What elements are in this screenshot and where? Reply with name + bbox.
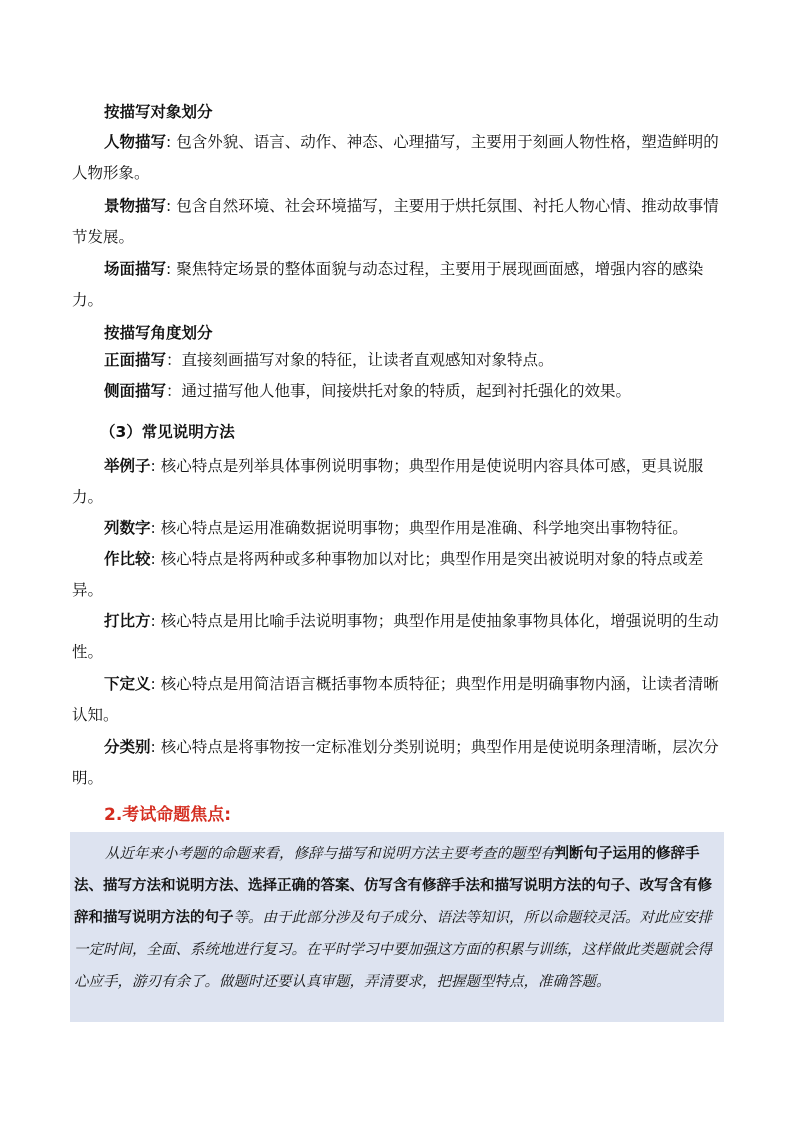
term-label: 打比方 (104, 612, 151, 630)
explain-methods-heading: （3）常见说明方法 (100, 423, 235, 441)
paragraph-analogy-method: 打比方: 核心特点是用比喻手法说明事物；典型作用是使抽象事物具体化，增强说明的生动性。 (72, 612, 719, 661)
paragraph-comparison-method: 作比较: 核心特点是将两种或多种事物加以对比；典型作用是突出被说明对象的特点或差异。 (72, 550, 704, 599)
by-angle-heading: 按描写角度划分 (104, 324, 213, 342)
by-object-heading: 按描写对象划分 (104, 103, 213, 121)
paragraph-example-method: 举例子: 核心特点是列举具体事例说明事物；典型作用是使说明内容具体可感，更具说服力。 (72, 457, 704, 506)
paragraph-direct-description: 正面描写：直接刻画描写对象的特征，让读者直观感知对象特点。 (104, 351, 554, 369)
exam-focus-callout (70, 832, 724, 1022)
term-label: 场面描写 (104, 260, 167, 278)
term-text: 核心特点是用比喻手法说明事物；典型作用是使抽象事物具体化，增强说明的生动性。 (72, 612, 719, 661)
paragraph-scenery-description: 景物描写: 包含自然环境、社会环境描写，主要用于烘托氛围、衬托人物心情、推动故事情节发展。 (72, 197, 719, 246)
term-text: 核心特点是将事物按一定标准划分类别说明；典型作用是使说明条理清晰，层次分明。 (72, 738, 719, 787)
term-label: 列数字 (104, 519, 151, 537)
term-text: 聚焦特定场景的整体面貌与动态过程，主要用于展现画面感，增强内容的感染力。 (72, 260, 704, 309)
paragraph-classification-method: 分类别: 核心特点是将事物按一定标准划分类别说明；典型作用是使说明条理清晰，层次分明。 (72, 738, 719, 787)
term-text: 核心特点是将两种或多种事物加以对比；典型作用是突出被说明对象的特点或差异。 (72, 550, 704, 599)
term-label: 下定义 (104, 675, 151, 693)
exam-focus-bold: 判断句子运用的修辞手法、描写方法和说明方法、选择正确的答案、仿写含有修辞手法和描写说明方法的句子、改写含有修辞和描写说明方法的句子 (74, 845, 712, 926)
term-label: 分类别 (104, 738, 151, 756)
term-text: 包含自然环境、社会环境描写，主要用于烘托氛围、衬托人物心情、推动故事情节发展。 (72, 197, 719, 246)
term-text: 直接刻画描写对象的特征，让读者直观感知对象特点。 (181, 351, 554, 369)
term-text: 包含外貌、语言、动作、神态、心理描写，主要用于刻画人物性格，塑造鲜明的人物形象。 (72, 133, 719, 182)
paragraph-numbers-method: 列数字: 核心特点是运用准确数据说明事物；典型作用是准确、科学地突出事物特征。 (104, 519, 688, 537)
term-label: 侧面描写 (104, 382, 167, 400)
paragraph-indirect-description: 侧面描写：通过描写他人他事，间接烘托对象的特质，起到衬托强化的效果。 (104, 382, 632, 400)
paragraph-definition-method: 下定义: 核心特点是用简洁语言概括事物本质特征；典型作用是明确事物内涵，让读者清晰认知。 (72, 675, 719, 724)
paragraph-scene-description: 场面描写: 聚焦特定场景的整体面貌与动态过程，主要用于展现画面感，增强内容的感染力。 (72, 260, 704, 309)
term-label: 举例子 (104, 457, 151, 475)
term-text: 核心特点是列举具体事例说明事物；典型作用是使说明内容具体可感，更具说服力。 (72, 457, 704, 506)
term-label: 作比较 (104, 550, 151, 568)
term-text: 核心特点是运用准确数据说明事物；典型作用是准确、科学地突出事物特征。 (160, 519, 688, 537)
exam-focus-text: 从近年来小考题的命题来看，修辞与描写和说明方法主要考查的题型有判断句子运用的修辞手法、描写方法和说明方法、选择正确的答案、仿写含有修辞手法和描写说明方法的句子、改写含有修辞和描写说明方法的句子等。由于此部分涉及句子成分、语法等知识，所以命题较灵活。对此应安排一定时间，全面、系统地进行复习。在平时学习中要加强这方面的积累与训练，这样做此类题就会得心应手，游刃有余了。做题时还要认真审题，弄清要求，把握题型特点，准确答题。 (74, 845, 712, 990)
paragraph-character-description: 人物描写: 包含外貌、语言、动作、神态、心理描写，主要用于刻画人物性格，塑造鲜明的人物形象。 (72, 133, 719, 182)
term-text: 通过描写他人他事，间接烘托对象的特质，起到衬托强化的效果。 (181, 382, 632, 400)
term-label: 人物描写 (104, 133, 167, 151)
term-label: 正面描写 (104, 351, 167, 369)
term-label: 景物描写 (104, 197, 167, 215)
term-text: 核心特点是用简洁语言概括事物本质特征；典型作用是明确事物内涵，让读者清晰认知。 (72, 675, 719, 724)
exam-focus-title: 2.考试命题焦点: (104, 805, 232, 825)
